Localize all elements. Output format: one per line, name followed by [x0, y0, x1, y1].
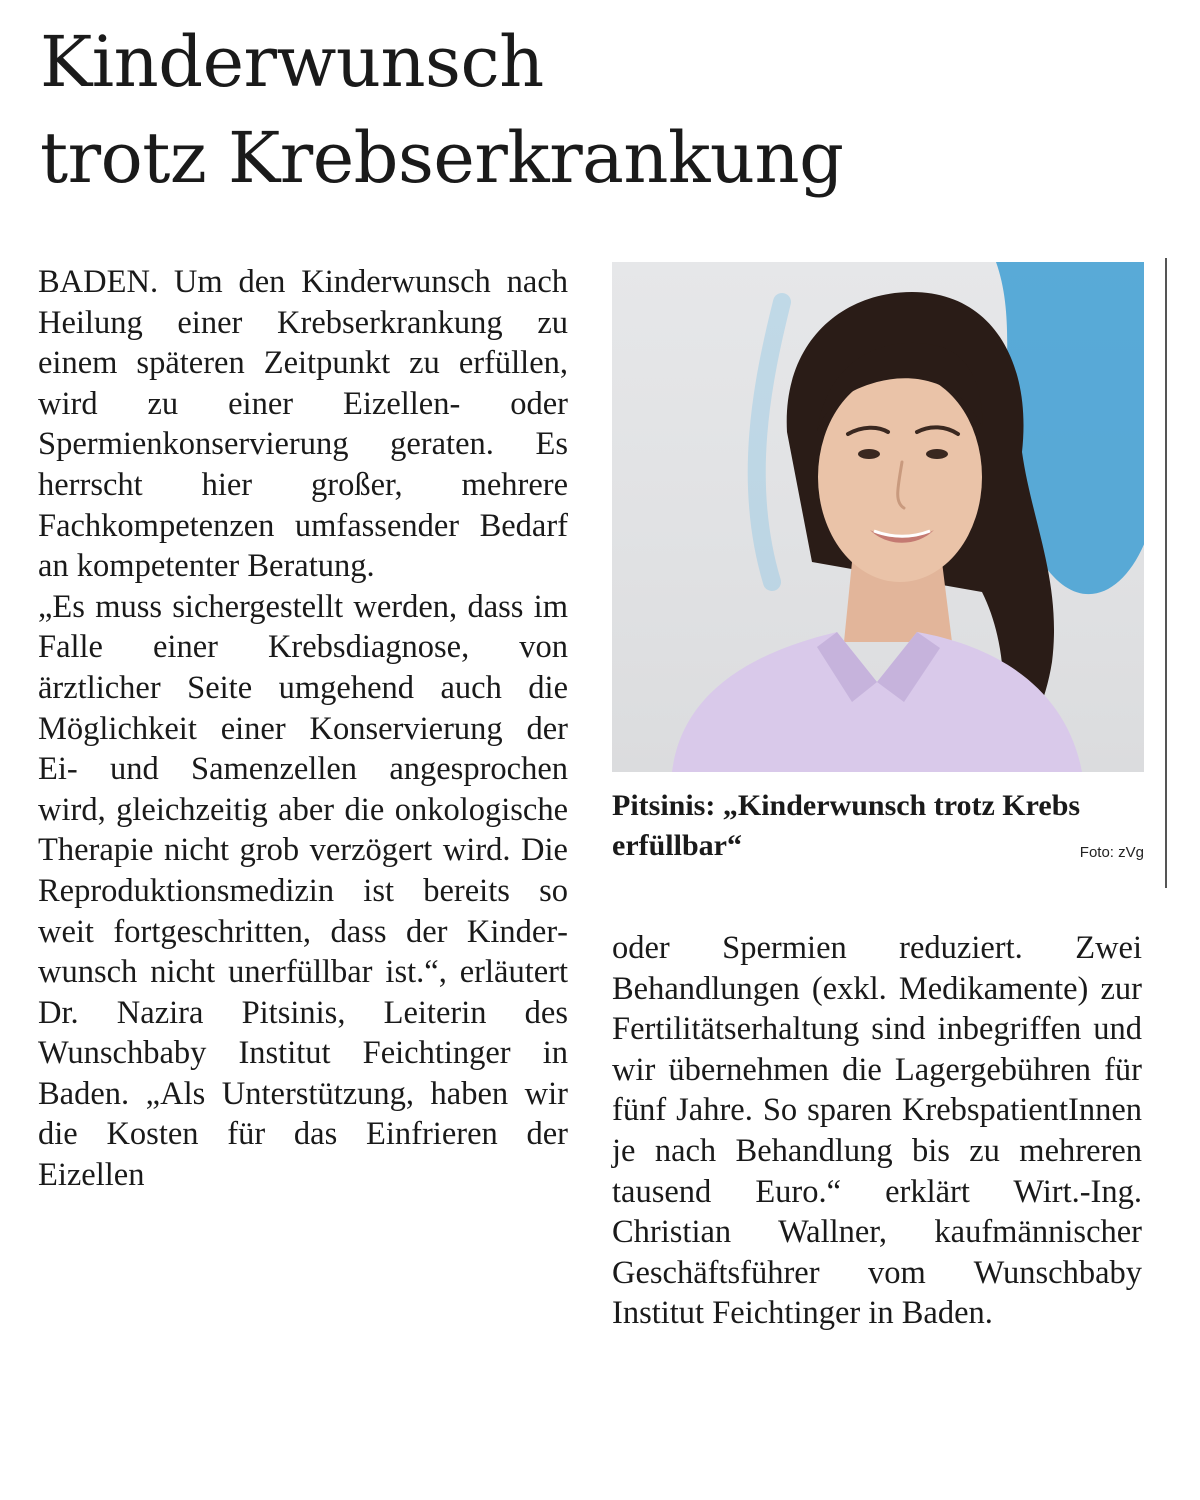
body-column-right [612, 928, 1142, 1334]
body-column-left [38, 262, 568, 1196]
headline-line-1: Kinderwunsch [40, 21, 544, 103]
caption-name: Pitsinis: [612, 789, 716, 822]
column-divider [1165, 258, 1167, 888]
article-headline [40, 14, 1170, 206]
photo-caption [612, 786, 1152, 866]
body-paragraph-1: BADEN. Um den Kinderwunsch nach Heilung einer Krebserkrankung zu einem späteren Zeitpunkt zu erfüllen, wird zu einer Eizellen- oder Spermienkonservierung geraten. Es herrscht hier großer, mehrere Fachkompetenzen umfassender Bedarf an kompetenter Beratung. [38, 264, 568, 585]
body-paragraph-2: „Es muss sichergestellt werden, dass im Falle einer Krebsdiagnose, von ärztlicher Seite umgehend auch die Möglichkeit einer Konservierung der Ei- und Samenzellen angesprochen wird, gleichzeitig aber die onkologische Therapie nicht grob verzögert wird. Die Reproduktionsmedizin ist bereits so weit fortgeschritten, dass der Kinderwunsch nicht unerfüllbar ist.“, erläutert Dr. Nazira Pitsinis, Leiterin des Wunschbaby Institut Feichtinger in Baden. „Als Unterstützung, haben wir die Kosten für das Einfrieren der Eizellen [38, 588, 568, 1194]
headline-line-2: trotz Krebserkrankung [40, 117, 844, 199]
body-paragraph-3: oder Spermien reduziert. Zwei Behandlungen (exkl. Medikamente) zur Fertilitätserhaltung sind inbegriffen und wir übernehmen die Lagergebühren für fünf Jahre. So sparen KrebspatientInnen je nach Behandlung bis zu mehreren tausend Euro.“ erklärt Wirt.-Ing. Christian Wallner, kaufmännischer Geschäftsführer vom Wunschbaby Institut Feichtinger in Baden. [612, 930, 1142, 1332]
caption-quote: „Kinderwunsch trotz Krebs erfüllbar“ [612, 789, 1081, 862]
photo-credit: Foto: zVg [1079, 844, 1144, 861]
portrait-illustration [612, 262, 1144, 772]
portrait-photo [612, 262, 1144, 772]
